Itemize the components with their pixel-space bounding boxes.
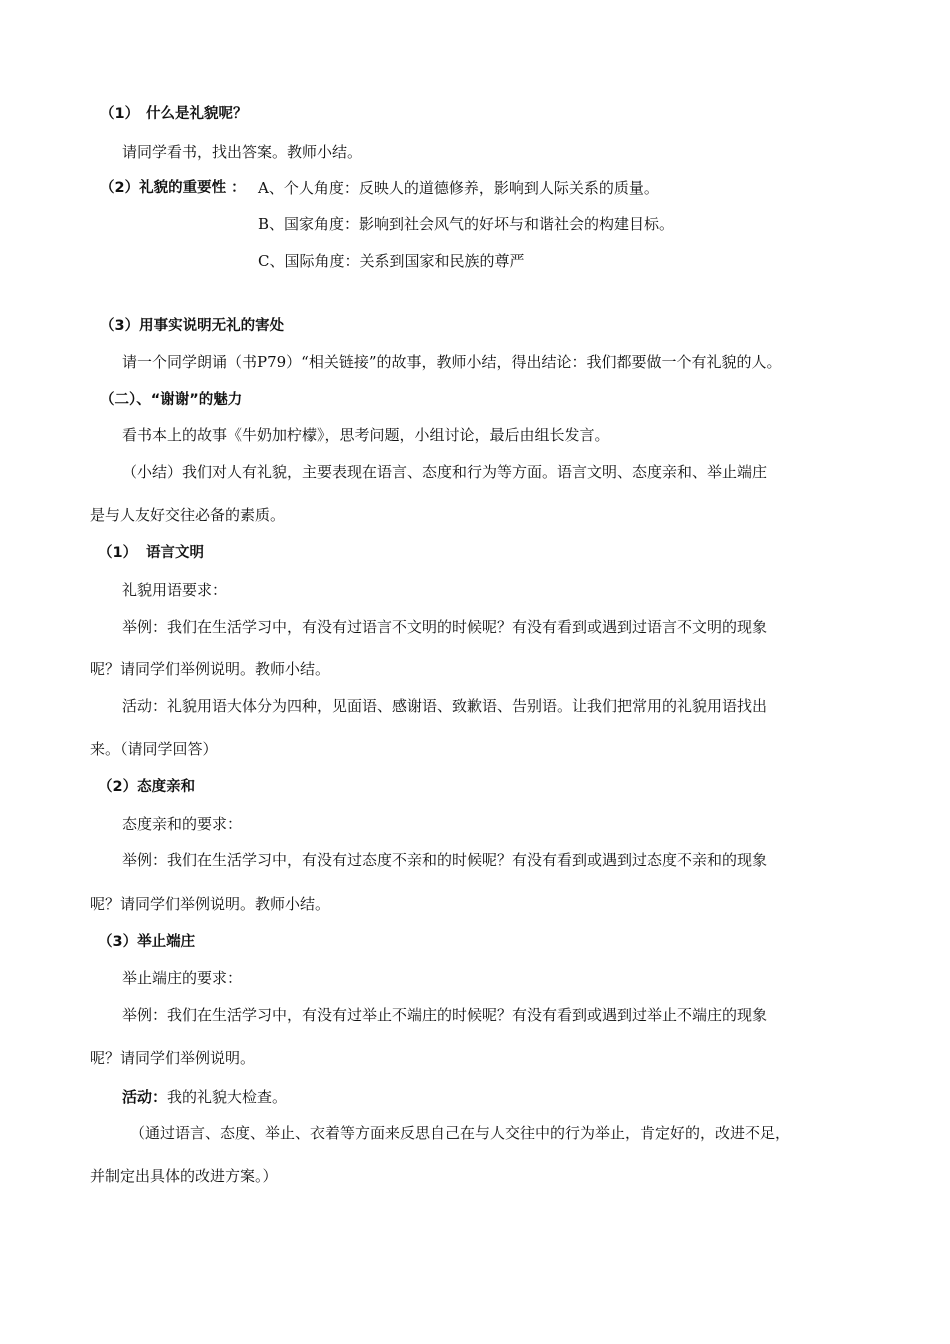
activity-note-line-1: （通过语言、态度、举止、衣着等方面来反思自己在与人交往中的行为举止，肯定好的，改进不足，: [130, 1124, 791, 1142]
heading-2-label: （2）礼貌的重要性 ：: [100, 180, 246, 196]
paragraph: 礼貌用语要求：: [122, 581, 228, 599]
activity-line-2: 来。（请同学回答）: [90, 740, 218, 758]
example-line-1: 举例：我们在生活学习中，有没有过语言不文明的时候呢？有没有看到或遇到过语言不文明的现象: [122, 618, 768, 636]
importance-item-b: B、国家角度：影响到社会风气的好坏与和谐社会的构建目标。: [258, 215, 675, 233]
activity-label: 活动：: [122, 1088, 168, 1106]
paragraph: 态度亲和的要求：: [122, 815, 243, 833]
subheading-3: （3）举止端庄: [98, 934, 196, 950]
activity-note-line-2: 并制定出具体的改进方案。）: [90, 1167, 278, 1185]
importance-item-a: A、个人角度：反映人的道德修养，影响到人际关系的质量。: [258, 179, 659, 197]
heading-1-number: （1）: [100, 106, 140, 122]
activity-line-1: 活动：礼貌用语大体分为四种，见面语、感谢语、致歉语、告别语。让我们把常用的礼貌用语找出: [122, 697, 768, 715]
paragraph: 请同学看书，找出答案。教师小结。: [122, 143, 363, 161]
example-line-2: 呢？请同学们举例说明。: [90, 1049, 256, 1067]
example-line-1: 举例：我们在生活学习中，有没有过举止不端庄的时候呢？有没有看到或遇到过举止不端庄的现象: [122, 1006, 768, 1024]
example-line-1: 举例：我们在生活学习中，有没有过态度不亲和的时候呢？有没有看到或遇到过态度不亲和的现象: [122, 851, 768, 869]
paragraph: 请一个同学朗诵（书P79）“相关链接”的故事，教师小结，得出结论：我们都要做一个有礼貌的人。: [122, 353, 782, 371]
example-line-2: 呢？请同学们举例说明。教师小结。: [90, 895, 331, 913]
paragraph: 看书本上的故事《牛奶加柠檬》，思考问题，小组讨论，最后由组长发言。: [122, 426, 610, 444]
heading-3: （3）用事实说明无礼的害处: [100, 318, 285, 334]
importance-item-c: C、国际角度：关系到国家和民族的尊严: [258, 252, 525, 270]
subheading-1-text: 语言文明: [146, 545, 204, 561]
subheading-1-number: （1）: [98, 545, 138, 561]
summary-line-1: （小结）我们对人有礼貌，主要表现在语言、态度和行为等方面。语言文明、态度亲和、举止端庄: [122, 463, 768, 481]
paragraph: 举止端庄的要求：: [122, 969, 243, 987]
example-line-2: 呢？请同学们举例说明。教师小结。: [90, 660, 331, 678]
heading-1-text: 什么是礼貌呢？: [146, 106, 248, 122]
section-heading: （二）、“谢谢”的魅力: [100, 392, 243, 408]
activity-line: [122, 1087, 287, 1107]
activity-text: 我的礼貌大检查。: [167, 1088, 288, 1106]
summary-line-2: 是与人友好交往必备的素质。: [90, 506, 286, 524]
subheading-2: （2）态度亲和: [98, 779, 196, 795]
